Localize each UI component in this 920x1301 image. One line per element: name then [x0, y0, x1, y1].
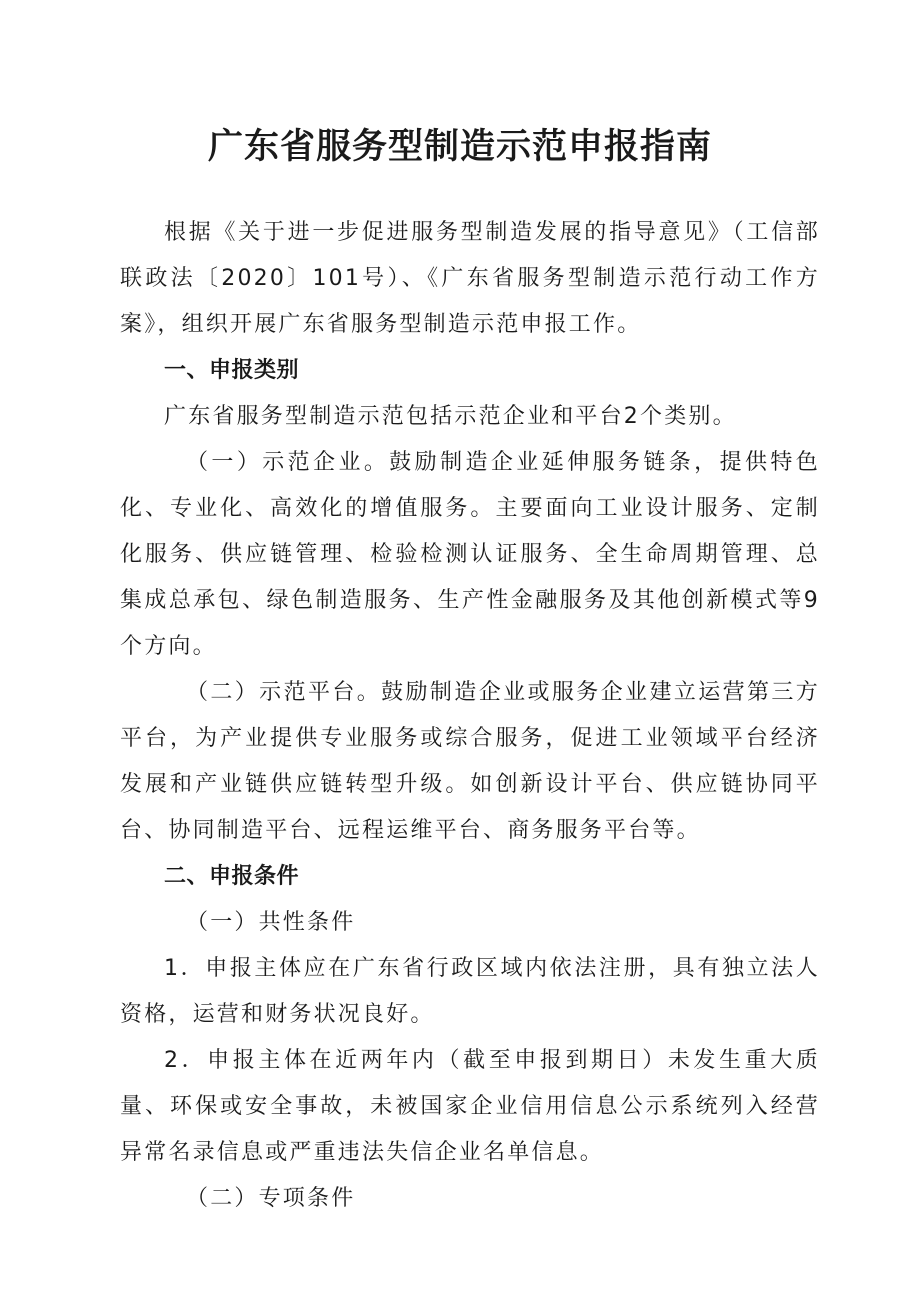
condition-2-paragraph: 2．申报主体在近两年内（截至申报到期日）未发生重大质量、环保或安全事故，未被国家企业信用信息公示系统列入经营异常名录信息或严重违法失信企业名单信息。: [120, 1048, 820, 1165]
document-body: [120, 210, 820, 1222]
intro-paragraph: 根据《关于进一步促进服务型制造发展的指导意见》（工信部联政法〔2020〕101号）、《广东省服务型制造示范行动工作方案》，组织开展广东省服务型制造示范申报工作。: [120, 220, 820, 337]
subheading-common-conditions: （一）共性条件: [186, 910, 356, 935]
subheading-special-conditions: （二）专项条件: [186, 1186, 356, 1211]
category-platform-paragraph: （二）示范平台。鼓励制造企业或服务企业建立运营第三方平台，为产业提供专业服务或综合服务，促进工业领域平台经济发展和产业链供应链转型升级。如创新设计平台、供应链协同平台、协同制造平台、远程运维平台、商务服务平台等。: [120, 680, 820, 843]
section-heading-categories: 一、申报类别: [164, 358, 300, 383]
condition-1-paragraph: 1．申报主体应在广东省行政区域内依法注册，具有独立法人资格，运营和财务状况良好。: [120, 956, 820, 1027]
document-title: 广东省服务型制造示范申报指南: [207, 127, 712, 167]
categories-summary: 广东省服务型制造示范包括示范企业和平台2个类别。: [164, 404, 737, 429]
category-enterprise-paragraph: （一）示范企业。鼓励制造企业延伸服务链条，提供特色化、专业化、高效化的增值服务。主要面向工业设计服务、定制化服务、供应链管理、检验检测认证服务、全生命周期管理、总集成总承包、绿色制造服务、生产性金融服务及其他创新模式等9个方向。: [120, 450, 820, 659]
section-heading-conditions: 二、申报条件: [164, 864, 300, 889]
